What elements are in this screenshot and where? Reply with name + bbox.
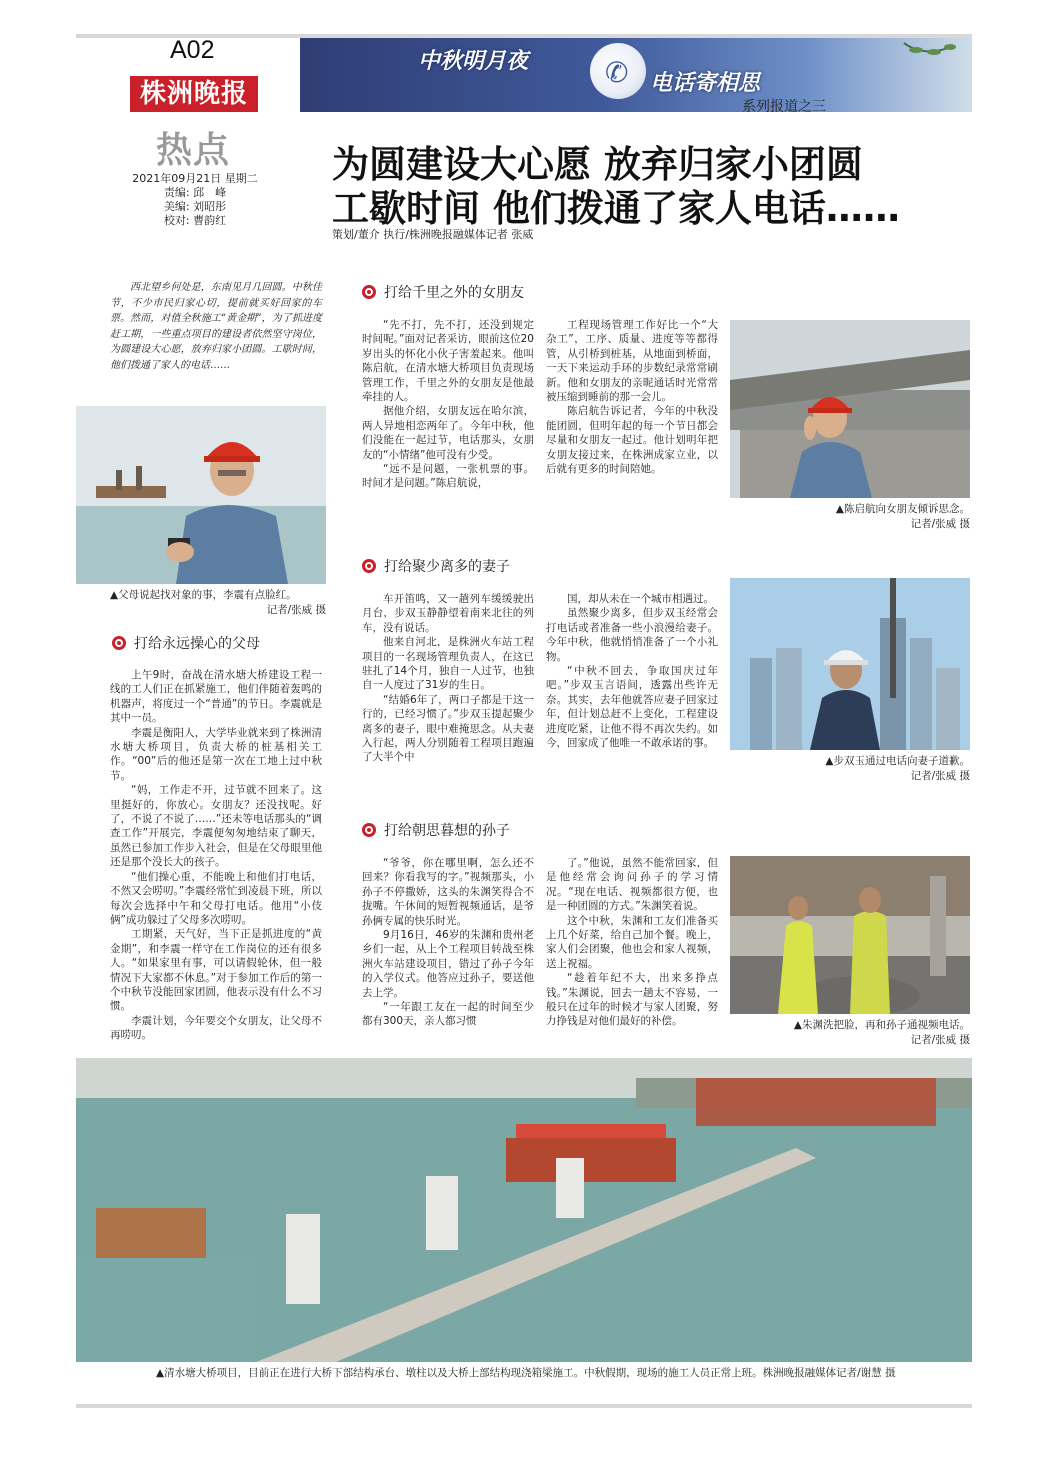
photo3-credit: 记者/张威 摄 <box>910 770 970 782</box>
photo3-caption-text: ▲步双玉通过电话向妻子道歉。 <box>825 755 970 767</box>
story3-paragraph: 虽然聚少离多，但步双玉经常会打电话或者准备一些小浪漫给妻子。今年中秋，他就悄悄准备了一个小礼物。 <box>546 607 718 663</box>
photo-bu-shuangyu <box>730 578 970 750</box>
bullet-circle-icon <box>362 285 376 299</box>
story1-body <box>110 668 322 1068</box>
photo2-caption-text: ▲陈启航向女朋友倾诉思念。 <box>835 503 970 515</box>
series-banner <box>300 38 972 112</box>
photo2-caption <box>730 502 970 532</box>
photo1-caption <box>110 588 326 618</box>
photo2-credit: 记者/张威 摄 <box>910 518 970 530</box>
proofreader: 校对: 曹韵红 <box>163 214 227 227</box>
bottom-caption: ▲清水塘大桥项目，目前正在进行大桥下部结构承台、墩柱以及大桥上部结构现浇箱梁施工。中秋假期，现场的施工人员正常上班。株洲晚报融媒体记者/谢慧 摄 <box>156 1367 896 1379</box>
story3-paragraph: 车开笛鸣，又一趟列车缓缓驶出月台，步双玉静静望着南来北往的列车，没有说话。 <box>362 593 534 634</box>
story2-paragraph: 据他介绍，女朋友远在哈尔滨，两人异地相恋两年了。今年中秋，他们没能在一起过节，电话那头，女朋友的“小情绪”他可没有少受。 <box>362 405 534 461</box>
photo-chen-qihang <box>730 320 970 498</box>
banner-title-right: 电话寄相思 <box>650 71 761 96</box>
story4-col1 <box>362 856 534 1066</box>
story4-col2 <box>546 856 718 1066</box>
story4-paragraph: 这个中秋，朱渊和工友们准备买上几个好菜，给自己加个餐。晚上，家人们会团聚，他也会和家人视频，送上祝福。 <box>546 914 718 970</box>
photo1-credit: 记者/张威 摄 <box>266 604 326 616</box>
story3-subhead <box>362 556 510 576</box>
banner-title-left: 中秋明月夜 <box>418 49 529 74</box>
photo-bridge-construction <box>76 1058 972 1362</box>
story1-subhead-text: 打给永远操心的父母 <box>134 636 260 652</box>
byline: 策划/董介 执行/株洲晚报融媒体记者 张威 <box>332 228 534 241</box>
story4-paragraph: “一年跟工友在一起的时间至少都有300天，亲人都习惯 <box>362 1001 534 1028</box>
story1-paragraph: “妈，工作走不开，过节就不回来了。这里挺好的，你放心。女朋友？还没找呢。好了，不说了不说了……”还未等电话那头的“调查工作”开展完，李震便匆匆地结束了聊天，虽然已参加工作步入社会，但是在父母眼里他还是那个没长大的孩子。 <box>110 784 322 869</box>
story4-subhead <box>362 820 510 840</box>
story2-col2 <box>546 318 718 526</box>
story4-paragraph: 了。”他说，虽然不能常回家，但是他经常会询问孙子的学习情况。“现在电话、视频都很方便，也是一种团圆的方式。”朱渊笑着说。 <box>546 857 718 913</box>
story3-paragraph: 他来自河北，是株洲火车站工程项目的一名现场管理负责人，在这已驻扎了14个月，独自一人过节，也独自一人度过了31岁的生日。 <box>362 636 534 692</box>
page-meta <box>130 172 260 228</box>
story1-paragraph: “他们操心重，不能晚上和他们打电话，不然又会唠叨。”李震经常忙到凌晨下班，所以每次会选择中午和父母打电话。他用“小伎俩”成功躲过了父母多次唠叨。 <box>110 870 322 926</box>
leaf-ornament-icon <box>894 38 964 78</box>
story3-col2 <box>546 592 718 772</box>
story3-subhead-text: 打给聚少离多的妻子 <box>384 559 510 575</box>
photo1-caption-text: ▲父母说起找对象的事，李震有点脸红。 <box>110 589 297 601</box>
photo4-credit: 记者/张威 摄 <box>910 1034 970 1046</box>
story1-subhead <box>112 633 260 653</box>
story3-paragraph: 国，却从未在一个城市相遇过。 <box>567 593 714 605</box>
photo-li-zhen <box>76 406 326 584</box>
editor: 责编: 邱 峰 <box>163 186 227 199</box>
story4-paragraph: “爷爷，你在哪里啊，怎么还不回来？你看我写的字。”视频那头，小孙子不停撒娇，这头的朱渊笑得合不拢嘴。午休间的短暂视频通话，是爷孙俩专属的快乐时光。 <box>362 857 534 927</box>
story3-paragraph: “结婚6年了，两口子都是干这一行的，已经习惯了。”步双玉提起聚少离多的妻子，眼中难掩思念。从夫妻入行起，两人分别随着工程项目跑遍了大半个中 <box>362 693 534 764</box>
story2-paragraph: “远不是问题，一张机票的事。时间才是问题。”陈启航说， <box>362 463 534 490</box>
headline-line1: 为圆建设大心愿 放弃归家小团圆 <box>332 143 863 186</box>
story4-subhead-text: 打给朝思暮想的孙子 <box>384 823 510 839</box>
page-number: A02 <box>170 36 215 64</box>
bullet-circle-icon <box>362 559 376 573</box>
story1-paragraph: 工期紧，天气好，当下正是抓进度的“黄金期”，和李震一样守在工作岗位的还有很多人。“如果家里有事，可以请假轮休，但一般情况下大家都不休息。”对于参加工作后的第一个中秋节没能回家团圆，他表示没有什么不习惯。 <box>110 928 322 1013</box>
photo4-caption-text: ▲朱渊洗把脸，再和孙子通视频电话。 <box>793 1019 970 1031</box>
art-editor: 美编: 刘昭彤 <box>163 200 227 213</box>
story2-paragraph: 陈启航告诉记者，今年的中秋没能团圆，但明年起的每一个节日都会尽量和女朋友一起过。他计划明年把女朋友接过来，在株洲成家立业，以后就有更多的时间陪她。 <box>546 405 718 476</box>
story4-paragraph: “趁着年纪不大，出来多挣点钱。”朱渊说，回去一趟太不容易，一般只在过年的时候才与家人团聚，努力挣钱是对他们最好的补偿。 <box>546 972 718 1028</box>
newspaper-logo: 株洲晚报 <box>130 76 258 112</box>
story1-paragraph: 李震是衡阳人，大学毕业就来到了株洲清水塘大桥项目，负责大桥的桩基相关工作。“00”后的他还是第一次在工地上过中秋节。 <box>110 726 322 782</box>
bottom-rule <box>76 1404 972 1408</box>
story2-paragraph: 工程现场管理工作好比一个“大杂工”，工序、质量、进度等等都得管，从引桥到桩基，从地面到桥面，一天下来运动手环的步数纪录常常刷新。他和女朋友的亲昵通话时光常常被压缩到睡前的那一会儿。 <box>546 319 718 404</box>
phone-icon: ✆ <box>605 56 629 89</box>
story4-paragraph: 9月16日，46岁的朱渊和贵州老乡们一起，从上个工程项目转战至株洲火车站建设项目，错过了孙子今年的入学仪式。他答应过孙子，要送他去上学。 <box>362 929 534 999</box>
series-label: 系列报道之三 <box>742 99 826 112</box>
photo3-caption <box>730 754 970 784</box>
section-title: 热点 <box>156 129 231 171</box>
story2-subhead-text: 打给千里之外的女朋友 <box>384 285 524 301</box>
story2-subhead <box>362 282 524 302</box>
photo-zhu-yuan <box>730 856 970 1014</box>
bullet-circle-icon <box>112 636 126 650</box>
publish-date: 2021年09月21日 星期二 <box>132 172 258 185</box>
story3-col1 <box>362 592 534 772</box>
headline-line2: 工歇时间 他们拨通了家人电话…… <box>332 187 900 230</box>
story3-paragraph: “中秋不回去，争取国庆过年吧。”步双玉言语间，透露出些许无奈。其实，去年他就答应妻子回家过年，但计划总赶不上变化，工程建设进度吃紧，让他不得不再次失约。如今，回家成了他唯一不敢承诺的事。 <box>546 665 718 750</box>
intro-paragraph: 西北望乡何处是，东南见月几回圆。中秋佳节，不少市民归家心切，提前就买好回家的车票。然而，对值全秋施工“黄金期”，为了抓进度赶工期，一些重点项目的建设者依然坚守岗位，为圆建设大心愿，放弃归家小团圆。工歇时间，他们拨通了家人的电话…… <box>110 282 322 371</box>
story1-paragraph: 李震计划，今年要交个女朋友，让父母不再唠叨。 <box>110 1014 322 1042</box>
story2-paragraph: “先不打，先不打，还没到规定时间呢。”面对记者采访，眼前这位20岁出头的怀化小伙子害羞起来。他叫陈启航，在清水塘大桥项目负责现场管理工作，千里之外的女朋友是他最牵挂的人。 <box>362 319 534 404</box>
story1-paragraph: 上午9时，奋战在清水塘大桥建设工程一线的工人们正在抓紧施工，他们伴随着轰鸣的机器声，将度过一个“普通”的节日。李震就是其中一员。 <box>110 669 322 725</box>
bullet-circle-icon <box>362 823 376 837</box>
story2-col1 <box>362 318 534 526</box>
photo4-caption <box>730 1018 970 1048</box>
